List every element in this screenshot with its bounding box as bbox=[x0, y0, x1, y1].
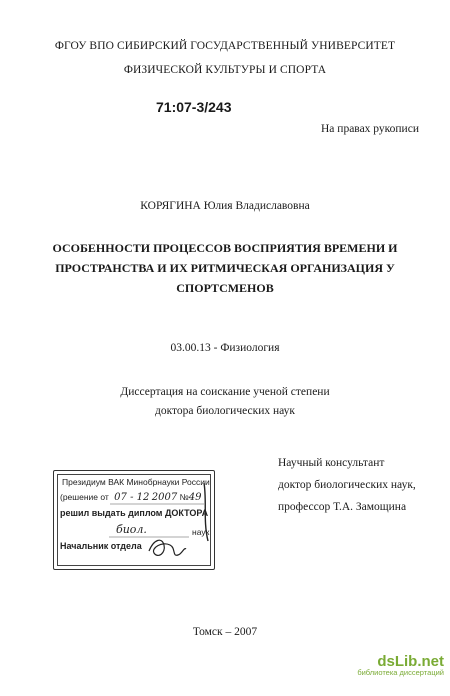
consultant-degree: доктор биологических наук, bbox=[278, 479, 416, 491]
signature-icon bbox=[149, 540, 186, 555]
title-line: ПРОСТРАНСТВА И ИХ РИТМИЧЕСКАЯ ОРГАНИЗАЦИЯ У bbox=[55, 261, 395, 275]
watermark-subtitle: библиотека диссертаций bbox=[357, 668, 444, 677]
title-line: ОСОБЕННОСТИ ПРОЦЕССОВ ВОСПРИЯТИЯ ВРЕМЕНИ И bbox=[52, 241, 398, 255]
stamp-date-year: 2007 bbox=[151, 492, 178, 503]
stamp-date-month: 12 bbox=[136, 492, 150, 503]
pen-stroke-icon bbox=[204, 483, 208, 541]
stamp-line-4-suffix: наук bbox=[192, 527, 210, 537]
specialty: 03.00.13 - Физиология bbox=[170, 342, 280, 354]
degree-line-1: Диссертация на соискание ученой степени bbox=[120, 386, 330, 398]
stamp-line-3: решил выдать диплом ДОКТОРА bbox=[60, 508, 209, 518]
vak-stamp bbox=[53, 470, 215, 570]
degree-line-2: доктора биологических наук bbox=[154, 405, 295, 417]
stamp-line-5: Начальник отдела bbox=[60, 541, 142, 551]
handwritten-marks bbox=[54, 471, 214, 569]
org-line-2: ФИЗИЧЕСКОЙ КУЛЬТУРЫ И СПОРТА bbox=[123, 64, 327, 76]
stamp-number-label: № bbox=[179, 492, 189, 502]
catalog-code: 71:07-3/243 bbox=[156, 99, 232, 115]
city-year: Томск – 2007 bbox=[192, 626, 258, 638]
consultant-name: профессор Т.А. Замощина bbox=[278, 501, 407, 513]
stamp-date-day: 07 bbox=[114, 492, 127, 503]
stamp-number-value: 49 bbox=[188, 492, 202, 503]
dissertation-title bbox=[0, 238, 450, 298]
stamp-field-handwritten: биол. bbox=[116, 523, 147, 536]
consultant-label: Научный консультант bbox=[278, 457, 385, 469]
org-line-1: ФГОУ ВПО СИБИРСКИЙ ГОСУДАРСТВЕННЫЙ УНИВЕРСИТЕТ bbox=[54, 40, 396, 52]
watermark-logo: dsLib.net bbox=[377, 653, 444, 670]
stamp-decision-prefix: (решение от bbox=[60, 492, 109, 502]
stamp-line-1: Президиум ВАК Минобрнауки России bbox=[62, 477, 210, 487]
stamp-line-2: (решение от 07 - 12 2007 №49 bbox=[60, 492, 202, 503]
dslib-watermark bbox=[352, 653, 444, 677]
title-line: СПОРТСМЕНОВ bbox=[176, 281, 274, 295]
manuscript-rights-label: На правах рукописи bbox=[321, 123, 419, 135]
author-name: КОРЯГИНА Юлия Владиславовна bbox=[140, 200, 310, 212]
